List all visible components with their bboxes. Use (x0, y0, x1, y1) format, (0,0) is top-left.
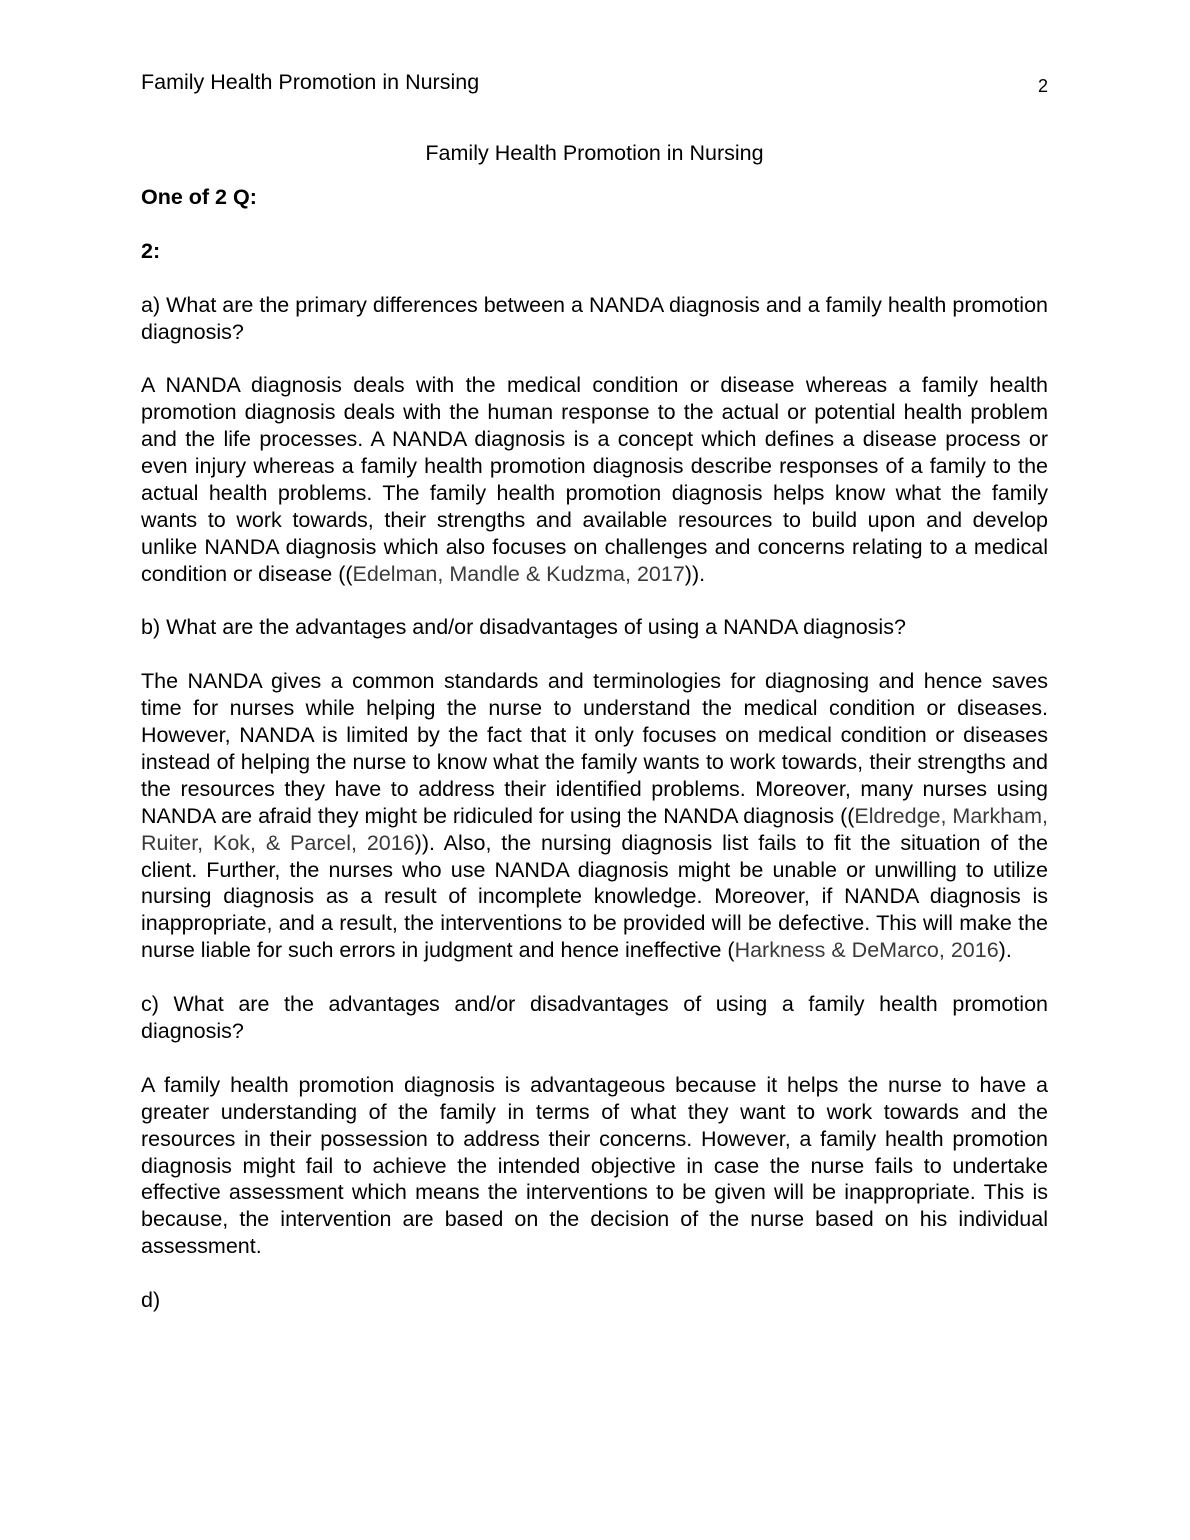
citation-harkness: Harkness & DeMarco, 2016 (734, 938, 999, 963)
answer-a (141, 372, 1048, 587)
answer-b-tail: ). (998, 938, 1012, 963)
heading-question-number: 2: (141, 238, 161, 263)
page-number: 2 (1037, 76, 1048, 96)
question-b: b) What are the advantages and/or disadvantages of using a NANDA diagnosis? (141, 615, 906, 640)
answer-b (141, 668, 1048, 964)
answer-b-text-2: )). Also, the nursing diagnosis list fails to fit the situation of the client. Further, the nurses who use NANDA diagnosis might be unable or unwilling to utilize nursing diagnosis as a result of incomplete knowledge. Moreover, if NANDA diagnosis is inappropriate, and a result, the interventions to be provided will be defective. This will make the nurse liable for such errors in judgment and hence ineffective ( (141, 830, 1048, 963)
answer-b-text-1: The NANDA gives a common standards and terminologies for diagnosing and hence saves time for nurses while helping the nurse to understand the medical condition or diseases. However, NANDA is limited by the fact that it only focuses on medical condition or diseases instead of helping the nurse to know what the family wants to work towards, their strengths and the resources they have to address their identified problems. Moreover, many nurses using NANDA are afraid they might be ridiculed for using the NANDA diagnosis (( (141, 669, 1048, 828)
document-body (141, 184, 1048, 1341)
citation-edelman: Edelman, Mandle & Kudzma, 2017 (352, 561, 685, 586)
question-d: d) (141, 1288, 161, 1313)
heading-one-of-2-q: One of 2 Q: (141, 185, 257, 209)
document-title: Family Health Promotion in Nursing (425, 141, 764, 165)
question-c: c) What are the advantages and/or disadvantages of using a family health promotion diagnosis? (141, 992, 1048, 1043)
answer-a-text: A NANDA diagnosis deals with the medical condition or disease whereas a family health promotion diagnosis deals with the human response to the actual or potential health problem and the life processes. A NANDA diagnosis is a concept which defines a disease process or even injury whereas a family health promotion diagnosis describe responses of a family to the actual health problems. The family health promotion diagnosis helps know what the family wants to work towards, their strengths and available resources to build upon and develop unlike NANDA diagnosis which also focuses on challenges and concerns relating to a medical condition or disease (( (141, 373, 1048, 586)
document-page (141, 0, 1048, 1540)
citation-eldredge: Eldredge, Markham, Ruiter, Kok, & Parcel, 2016 (141, 803, 1049, 855)
running-title: Family Health Promotion in Nursing (141, 70, 480, 94)
answer-c: A family health promotion diagnosis is advantageous because it helps the nurse to have a greater understanding of the family in terms of what they want to work towards and the resources in their possession to address their concerns. However, a family health promotion diagnosis might fail to achieve the intended objective in case the nurse fails to undertake effective assessment which means the interventions to be given will be inappropriate. This is because, the intervention are based on the decision of the nurse based on his individual assessment. (141, 1072, 1048, 1259)
question-a: a) What are the primary differences between a NANDA diagnosis and a family health promotion diagnosis? (141, 292, 1048, 344)
answer-a-tail: )). (684, 561, 706, 586)
running-header (141, 68, 1048, 96)
